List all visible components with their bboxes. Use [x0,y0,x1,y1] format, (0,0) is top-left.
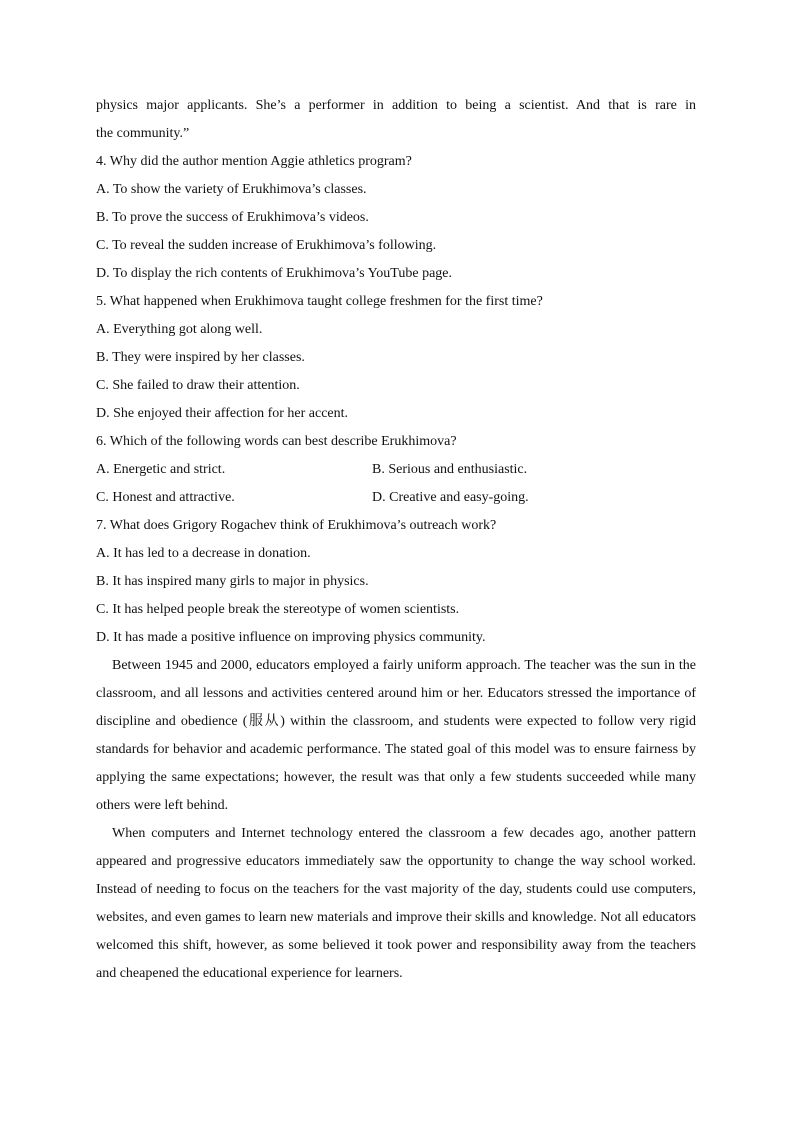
question-5-option-d: D. She enjoyed their affection for her accent. [96,406,349,421]
question-4-option-c: C. To reveal the sudden increase of Erukhimova’s following. [96,238,437,253]
question-6-option-b: B. Serious and enthusiastic. [372,462,528,477]
question-4-option-a: A. To show the variety of Erukhimova’s classes. [96,182,367,197]
question-7-option-a: A. It has led to a decrease in donation. [96,546,311,561]
question-4-stem: 4. Why did the author mention Aggie athletics program? [96,154,412,169]
question-7-option-b: B. It has inspired many girls to major in physics. [96,574,369,589]
question-6-options-row-1 [96,456,696,484]
question-6-option-c: C. Honest and attractive. [96,490,235,505]
question-6-stem: 6. Which of the following words can best describe Erukhimova? [96,434,457,449]
question-5-option-b: B. They were inspired by her classes. [96,350,305,365]
passage-paragraph-1: Between 1945 and 2000, educators employed a fairly uniform approach. The teacher was the sun in the classroom, and all lessons and activities centered around him or her. Educators stressed the importance of discipline and obedience (服从) within the classroom, and students were expected to follow very rigid standards for behavior and academic performance. The stated goal of this model was to ensure fairness by applying the same expectations; however, the result was that only a few students succeeded while many others were left behind. [96,658,696,813]
continuation-line-1: physics major applicants. She’s a performer in addition to being a scientist. And that is rare in [96,98,696,113]
question-7-option-d: D. It has made a positive influence on improving physics community. [96,630,486,645]
question-6-option-d: D. Creative and easy-going. [372,490,529,505]
question-6-options-row-2 [96,484,696,512]
question-5-option-c: C. She failed to draw their attention. [96,378,300,393]
passage-paragraph-2: When computers and Internet technology entered the classroom a few decades ago, another pattern appeared and progressive educators immediately saw the opportunity to change the way school worked. Instead of needing to focus on the teachers for the vast majority of the day, students could use computers, websites, and even games to learn new materials and improve their skills and knowledge. Not all educators welcomed this shift, however, as some believed it took power and responsibility away from the teachers and cheapened the educational experience for learners. [96,826,696,981]
document-page [96,92,696,988]
question-7-option-c: C. It has helped people break the stereotype of women scientists. [96,602,460,617]
question-4-option-d: D. To display the rich contents of Erukhimova’s YouTube page. [96,266,452,281]
question-6-option-a: A. Energetic and strict. [96,462,226,477]
continuation-line-2: the community.” [96,126,190,141]
question-4-option-b: B. To prove the success of Erukhimova’s videos. [96,210,369,225]
question-5-stem: 5. What happened when Erukhimova taught college freshmen for the first time? [96,294,543,309]
question-7-stem: 7. What does Grigory Rogachev think of Erukhimova’s outreach work? [96,518,497,533]
question-5-option-a: A. Everything got along well. [96,322,263,337]
